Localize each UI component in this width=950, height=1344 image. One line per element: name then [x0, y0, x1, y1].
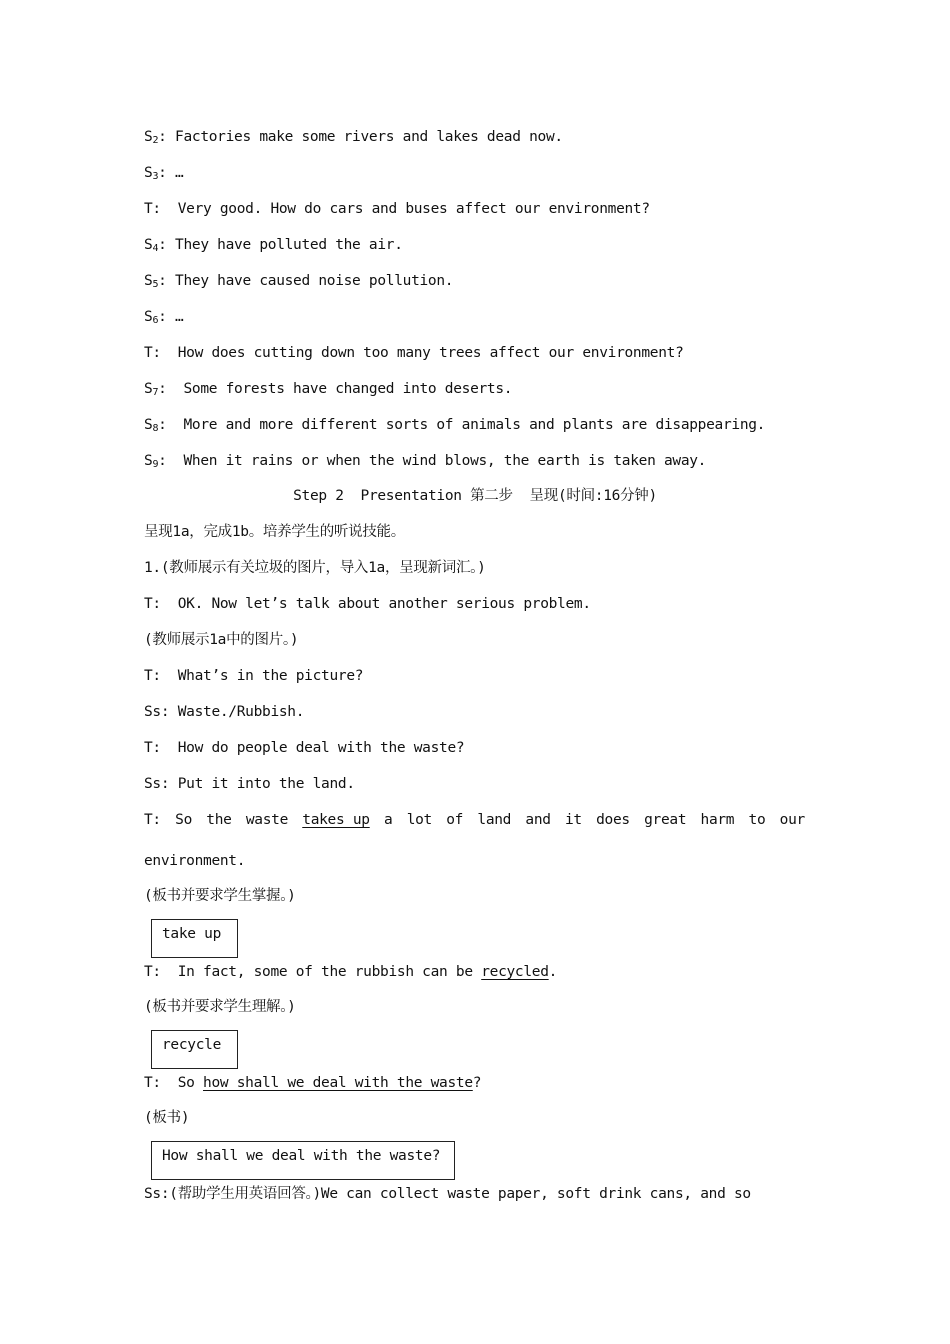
line-t6-cont: environment.	[144, 853, 246, 869]
step-heading: Step 2 Presentation 第二步 呈现(时间:16分钟)	[293, 488, 657, 504]
word: our	[779, 812, 805, 828]
line-t5: T: How do people deal with the waste?	[144, 740, 465, 756]
line-s7: $S_7$: Some forests have changed into deserts.	[144, 381, 513, 398]
word: does	[596, 812, 630, 828]
line-t3: T: OK. Now let’s talk about another serious problem.	[144, 596, 591, 612]
underlined-question: how shall we deal with the waste	[203, 1075, 473, 1091]
word: to	[748, 812, 766, 828]
word: it	[564, 812, 582, 828]
line-t6-justified	[144, 811, 805, 829]
word: a	[383, 812, 393, 828]
blackboard-box-recycle: recycle	[151, 1030, 238, 1069]
word: harm	[700, 812, 735, 828]
word: waste	[245, 812, 288, 828]
line-t2: T: How does cutting down too many trees affect our environment?	[144, 345, 684, 361]
line-s3: $S_3$: …	[144, 165, 184, 182]
line-s6: $S_6$: …	[144, 309, 184, 326]
word: great	[644, 812, 687, 828]
word: and	[525, 812, 551, 828]
word: lot	[406, 812, 432, 828]
line-note-4: (板书)	[144, 1110, 190, 1126]
line-ss3: Ss:(帮助学生用英语回答。)We can collect waste paper, soft drink cans, and so	[144, 1186, 751, 1202]
word: the	[206, 812, 232, 828]
line-note-3: (板书并要求学生理解。)	[144, 999, 296, 1015]
line-s9: $S_9$: When it rains or when the wind blows, the earth is taken away.	[144, 453, 707, 470]
line-note-1: (教师展示1a中的图片。)	[144, 632, 299, 648]
blackboard-box-take-up: take up	[151, 919, 238, 958]
underlined-word-recycled: recycled	[481, 964, 549, 980]
line-t8: T: So how shall we deal with the waste?	[144, 1075, 482, 1091]
word: of	[446, 812, 464, 828]
line-s8: $S_8$: More and more different sorts of animals and plants are disappearing.	[144, 417, 766, 434]
line-note-2: (板书并要求学生掌握。)	[144, 888, 296, 904]
line-t7: T: In fact, some of the rubbish can be recycled.	[144, 964, 558, 980]
line-s4: $S_4$: They have polluted the air.	[144, 237, 403, 254]
underlined-phrase-takes-up: takes up	[302, 812, 370, 828]
line-s2: $S_2$: Factories make some rivers and lakes dead now.	[144, 129, 563, 146]
word: So	[175, 812, 193, 828]
line-ss1: Ss: Waste./Rubbish.	[144, 704, 305, 720]
word: land	[477, 812, 512, 828]
word: T:	[144, 812, 161, 828]
line-t4: T: What’s in the picture?	[144, 668, 364, 684]
line-s5: $S_5$: They have caused noise pollution.	[144, 273, 454, 290]
line-ss2: Ss: Put it into the land.	[144, 776, 355, 792]
line-activity-1: 1.(教师展示有关垃圾的图片，导入1a，呈现新词汇。)	[144, 560, 486, 576]
line-intro: 呈现1a，完成1b。培养学生的听说技能。	[144, 524, 405, 540]
line-t1: T: Very good. How do cars and buses affect our environment?	[144, 201, 650, 217]
blackboard-box-question: How shall we deal with the waste?	[151, 1141, 455, 1180]
